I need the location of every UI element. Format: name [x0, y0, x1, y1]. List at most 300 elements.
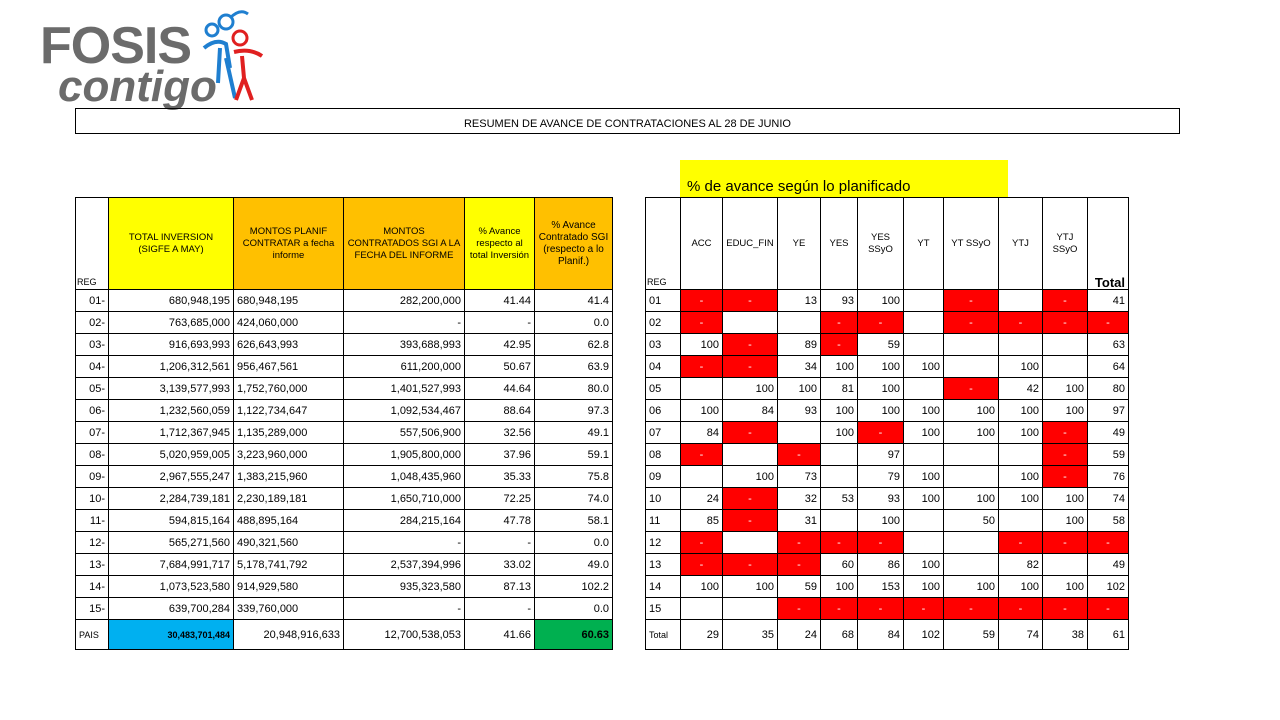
progress-cell: 100	[858, 356, 904, 378]
montos-contratados-cell: 282,200,000	[344, 290, 465, 312]
progress-cell	[681, 598, 723, 620]
progress-cell	[944, 444, 999, 466]
total-cell: 35	[723, 620, 778, 650]
fosis-logo	[40, 8, 270, 111]
progress-cell: 34	[778, 356, 821, 378]
montos-planif-cell: 1,383,215,960	[234, 466, 344, 488]
progress-cell: 100	[1043, 576, 1088, 598]
progress-cell: 53	[821, 488, 858, 510]
progress-cell: 100	[904, 466, 944, 488]
progress-cell	[821, 466, 858, 488]
progress-cell: -	[858, 598, 904, 620]
progress-cell: -	[821, 312, 858, 334]
progress-cell: 100	[723, 466, 778, 488]
progress-cell	[904, 444, 944, 466]
avance-planif-cell: 74.0	[535, 488, 613, 510]
table-row	[76, 576, 613, 598]
table-row	[76, 444, 613, 466]
progress-cell: 86	[858, 554, 904, 576]
pais-row	[76, 620, 613, 650]
total-cell: 59	[944, 620, 999, 650]
progress-cell: 100	[723, 378, 778, 400]
reg-cell: 08	[646, 444, 681, 466]
progress-cell: 73	[778, 466, 821, 488]
montos-contratados-cell: -	[344, 312, 465, 334]
progress-cell: -	[904, 598, 944, 620]
total-inversion-cell: 1,232,560,059	[109, 400, 234, 422]
total-inversion-cell: 763,685,000	[109, 312, 234, 334]
progress-cell: -	[723, 422, 778, 444]
progress-cell: 100	[904, 400, 944, 422]
right-progress-table	[645, 197, 1129, 650]
montos-planif-cell: 2,230,189,181	[234, 488, 344, 510]
progress-cell: -	[999, 312, 1043, 334]
table-row	[76, 356, 613, 378]
progress-cell: 100	[681, 576, 723, 598]
progress-cell: 100	[999, 576, 1043, 598]
reg-cell: 04	[646, 356, 681, 378]
progress-cell	[999, 444, 1043, 466]
total-inversion-cell: 680,948,195	[109, 290, 234, 312]
avance-planif-cell: 97.3	[535, 400, 613, 422]
total-inversion-cell: 1,073,523,580	[109, 576, 234, 598]
progress-cell	[904, 334, 944, 356]
progress-cell: 100	[999, 356, 1043, 378]
table-row	[76, 422, 613, 444]
montos-planif-cell: 1,122,734,647	[234, 400, 344, 422]
progress-cell: 97	[858, 444, 904, 466]
total-inversion-cell: 5,020,959,005	[109, 444, 234, 466]
total-cell: 102	[904, 620, 944, 650]
progress-cell: -	[1043, 598, 1088, 620]
reg-cell: 14-	[76, 576, 109, 598]
avance-planif-cell: 0.0	[535, 598, 613, 620]
reg-cell: 01	[646, 290, 681, 312]
total-inversion-cell: 2,967,555,247	[109, 466, 234, 488]
header-acc: ACC	[681, 198, 723, 290]
reg-cell: 06-	[76, 400, 109, 422]
avance-inversion-cell: 44.64	[465, 378, 535, 400]
progress-cell: 100	[1043, 400, 1088, 422]
progress-cell: -	[821, 532, 858, 554]
avance-inversion-cell: 88.64	[465, 400, 535, 422]
progress-cell: 100	[858, 510, 904, 532]
montos-planif-cell: 490,321,560	[234, 532, 344, 554]
progress-cell: -	[778, 444, 821, 466]
progress-cell: -	[944, 378, 999, 400]
total-inversion-cell: 7,684,991,717	[109, 554, 234, 576]
progress-cell: 100	[904, 356, 944, 378]
avance-inversion-cell: 42.95	[465, 334, 535, 356]
table-row	[76, 400, 613, 422]
logo-brand: FOSIS	[40, 17, 192, 75]
table-row	[76, 466, 613, 488]
montos-planif-cell: 914,929,580	[234, 576, 344, 598]
progress-cell: -	[858, 312, 904, 334]
progress-cell: 100	[999, 422, 1043, 444]
total-cell: 74	[999, 620, 1043, 650]
montos-planif-cell: 626,643,993	[234, 334, 344, 356]
progress-cell: 49	[1088, 422, 1129, 444]
progress-cell: 100	[821, 356, 858, 378]
total-cell: 68	[821, 620, 858, 650]
avance-planif-cell: 0.0	[535, 312, 613, 334]
header-yes: YES	[821, 198, 858, 290]
total-cell: 38	[1043, 620, 1088, 650]
header-reg: REG	[646, 198, 681, 290]
progress-cell	[904, 532, 944, 554]
progress-cell	[723, 532, 778, 554]
table-row	[646, 378, 1129, 400]
montos-planif-cell: 3,223,960,000	[234, 444, 344, 466]
montos-contratados-cell: 2,537,394,996	[344, 554, 465, 576]
table-row	[646, 422, 1129, 444]
progress-cell	[944, 356, 999, 378]
montos-contratados-cell: 284,215,164	[344, 510, 465, 532]
montos-planif-cell: 488,895,164	[234, 510, 344, 532]
progress-cell	[944, 334, 999, 356]
reg-cell: 02	[646, 312, 681, 334]
avance-inversion-cell: 35.33	[465, 466, 535, 488]
progress-cell: 100	[681, 400, 723, 422]
avance-planif-cell: 62.8	[535, 334, 613, 356]
progress-cell: 13	[778, 290, 821, 312]
header-avance-inversion: % Avance respecto al total Inversión	[465, 198, 535, 290]
progress-cell: 100	[723, 576, 778, 598]
reg-cell: 04-	[76, 356, 109, 378]
pais-avance-planif: 60.63	[535, 620, 613, 650]
reg-cell: 13-	[76, 554, 109, 576]
avance-planif-cell: 0.0	[535, 532, 613, 554]
progress-cell: 64	[1088, 356, 1129, 378]
reg-cell: 05	[646, 378, 681, 400]
header-ytj: YTJ	[999, 198, 1043, 290]
progress-cell: -	[778, 554, 821, 576]
reg-cell: 06	[646, 400, 681, 422]
total-inversion-cell: 2,284,739,181	[109, 488, 234, 510]
progress-cell: -	[1043, 532, 1088, 554]
header-ytj-ssyo: YTJ SSyO	[1043, 198, 1088, 290]
progress-cell: 80	[1088, 378, 1129, 400]
avance-inversion-cell: -	[465, 598, 535, 620]
table-row	[76, 378, 613, 400]
avance-planif-cell: 75.8	[535, 466, 613, 488]
progress-cell	[904, 378, 944, 400]
progress-cell: 24	[681, 488, 723, 510]
progress-cell: 74	[1088, 488, 1129, 510]
progress-cell: -	[1043, 312, 1088, 334]
table-row	[646, 400, 1129, 422]
montos-contratados-cell: 557,506,900	[344, 422, 465, 444]
progress-cell: 42	[999, 378, 1043, 400]
reg-cell: 05-	[76, 378, 109, 400]
progress-cell	[944, 532, 999, 554]
avance-inversion-cell: -	[465, 532, 535, 554]
reg-cell: 03	[646, 334, 681, 356]
montos-planif-cell: 956,467,561	[234, 356, 344, 378]
table-row	[646, 312, 1129, 334]
progress-cell: 100	[904, 554, 944, 576]
progress-cell	[944, 466, 999, 488]
header-yt-ssyo: YT SSyO	[944, 198, 999, 290]
progress-cell: 100	[999, 488, 1043, 510]
total-row	[646, 620, 1129, 650]
progress-cell: -	[944, 290, 999, 312]
reg-cell: 10	[646, 488, 681, 510]
progress-cell	[681, 466, 723, 488]
montos-contratados-cell: 611,200,000	[344, 356, 465, 378]
progress-cell: -	[723, 554, 778, 576]
reg-cell: 09	[646, 466, 681, 488]
progress-cell: 100	[821, 576, 858, 598]
progress-cell: -	[999, 598, 1043, 620]
progress-cell: -	[944, 598, 999, 620]
table-row	[646, 466, 1129, 488]
header-yt: YT	[904, 198, 944, 290]
progress-cell: 100	[904, 488, 944, 510]
header-total: Total	[1088, 198, 1129, 290]
montos-contratados-cell: 1,092,534,467	[344, 400, 465, 422]
montos-contratados-cell: 1,905,800,000	[344, 444, 465, 466]
progress-cell: 76	[1088, 466, 1129, 488]
progress-cell: 100	[858, 378, 904, 400]
table-row	[76, 510, 613, 532]
total-cell: 29	[681, 620, 723, 650]
pais-avance-inversion: 41.66	[465, 620, 535, 650]
progress-cell	[999, 290, 1043, 312]
reg-cell: 11	[646, 510, 681, 532]
progress-cell	[999, 334, 1043, 356]
progress-cell: -	[681, 532, 723, 554]
progress-cell: 100	[1043, 488, 1088, 510]
table-row	[76, 488, 613, 510]
progress-cell: 100	[944, 422, 999, 444]
progress-cell	[904, 290, 944, 312]
progress-cell: 100	[999, 466, 1043, 488]
montos-contratados-cell: -	[344, 532, 465, 554]
avance-planif-cell: 49.0	[535, 554, 613, 576]
total-inversion-cell: 565,271,560	[109, 532, 234, 554]
total-cell: 84	[858, 620, 904, 650]
progress-cell: -	[778, 532, 821, 554]
progress-cell: 100	[821, 400, 858, 422]
montos-contratados-cell: 1,048,435,960	[344, 466, 465, 488]
montos-contratados-cell: 1,650,710,000	[344, 488, 465, 510]
reg-cell: 09-	[76, 466, 109, 488]
progress-cell: -	[723, 488, 778, 510]
total-cell: 61	[1088, 620, 1129, 650]
right-table-title: % de avance según lo planificado	[680, 160, 1008, 197]
progress-cell: -	[681, 554, 723, 576]
progress-cell: 59	[1088, 444, 1129, 466]
header-montos-planif: MONTOS PLANIF CONTRATAR a fecha informe	[234, 198, 344, 290]
total-cell: 24	[778, 620, 821, 650]
progress-cell	[681, 378, 723, 400]
avance-planif-cell: 102.2	[535, 576, 613, 598]
avance-inversion-cell: -	[465, 312, 535, 334]
progress-cell: 100	[904, 422, 944, 444]
reg-cell: 15	[646, 598, 681, 620]
reg-cell: 13	[646, 554, 681, 576]
montos-planif-cell: 339,760,000	[234, 598, 344, 620]
header-educ-fin: EDUC_FIN	[723, 198, 778, 290]
avance-inversion-cell: 87.13	[465, 576, 535, 598]
progress-cell: -	[723, 290, 778, 312]
table-row	[646, 356, 1129, 378]
progress-cell: -	[681, 312, 723, 334]
progress-cell	[944, 554, 999, 576]
progress-cell: -	[1088, 532, 1129, 554]
table-row	[76, 290, 613, 312]
montos-planif-cell: 424,060,000	[234, 312, 344, 334]
table-row	[76, 312, 613, 334]
progress-cell: 100	[1043, 378, 1088, 400]
montos-planif-cell: 1,752,760,000	[234, 378, 344, 400]
progress-cell: 60	[821, 554, 858, 576]
progress-cell: 100	[681, 334, 723, 356]
total-inversion-cell: 3,139,577,993	[109, 378, 234, 400]
header-yes-ssyo: YES SSyO	[858, 198, 904, 290]
progress-cell: -	[1043, 290, 1088, 312]
progress-cell	[723, 444, 778, 466]
progress-cell: 100	[944, 576, 999, 598]
avance-planif-cell: 80.0	[535, 378, 613, 400]
left-summary-table	[75, 197, 613, 650]
progress-cell: 79	[858, 466, 904, 488]
table-row	[646, 488, 1129, 510]
progress-cell: 100	[944, 488, 999, 510]
logo-tagline: contigo	[58, 62, 217, 111]
progress-cell: 41	[1088, 290, 1129, 312]
progress-cell	[904, 510, 944, 532]
avance-inversion-cell: 72.25	[465, 488, 535, 510]
reg-cell: 02-	[76, 312, 109, 334]
progress-cell: -	[1088, 312, 1129, 334]
progress-cell: 93	[778, 400, 821, 422]
left-header-row	[76, 198, 613, 290]
progress-cell: 100	[999, 400, 1043, 422]
progress-cell	[821, 444, 858, 466]
table-row	[646, 444, 1129, 466]
total-label: Total	[646, 620, 681, 650]
progress-cell: 59	[778, 576, 821, 598]
reg-cell: 14	[646, 576, 681, 598]
progress-cell: 100	[944, 400, 999, 422]
avance-planif-cell: 59.1	[535, 444, 613, 466]
table-row	[646, 532, 1129, 554]
progress-cell: 82	[999, 554, 1043, 576]
table-row	[76, 532, 613, 554]
reg-cell: 10-	[76, 488, 109, 510]
reg-cell: 03-	[76, 334, 109, 356]
progress-cell: -	[858, 422, 904, 444]
progress-cell: -	[723, 334, 778, 356]
pais-montos-planif: 20,948,916,633	[234, 620, 344, 650]
progress-cell: 102	[1088, 576, 1129, 598]
progress-cell: 32	[778, 488, 821, 510]
reg-cell: 07-	[76, 422, 109, 444]
progress-cell: 63	[1088, 334, 1129, 356]
table-row	[646, 554, 1129, 576]
progress-cell: 89	[778, 334, 821, 356]
pais-label: PAIS	[76, 620, 109, 650]
table-row	[646, 334, 1129, 356]
progress-cell	[1043, 356, 1088, 378]
avance-inversion-cell: 41.44	[465, 290, 535, 312]
reg-cell: 11-	[76, 510, 109, 532]
progress-cell: -	[1043, 444, 1088, 466]
progress-cell	[723, 312, 778, 334]
progress-cell	[778, 422, 821, 444]
total-inversion-cell: 916,693,993	[109, 334, 234, 356]
progress-cell	[723, 598, 778, 620]
montos-contratados-cell: -	[344, 598, 465, 620]
progress-cell: -	[999, 532, 1043, 554]
progress-cell: -	[681, 290, 723, 312]
table-row	[646, 290, 1129, 312]
progress-cell	[1043, 334, 1088, 356]
header-montos-contratados: MONTOS CONTRATADOS SGI A LA FECHA DEL INFORME	[344, 198, 465, 290]
avance-planif-cell: 49.1	[535, 422, 613, 444]
progress-cell: 100	[1043, 510, 1088, 532]
progress-cell: -	[681, 444, 723, 466]
table-row	[76, 554, 613, 576]
progress-cell	[821, 510, 858, 532]
progress-cell: 100	[778, 378, 821, 400]
right-header-row	[646, 198, 1129, 290]
progress-cell: 84	[681, 422, 723, 444]
total-inversion-cell: 594,815,164	[109, 510, 234, 532]
progress-cell: 59	[858, 334, 904, 356]
reg-cell: 08-	[76, 444, 109, 466]
progress-cell: 97	[1088, 400, 1129, 422]
progress-cell: 81	[821, 378, 858, 400]
reg-cell: 12	[646, 532, 681, 554]
table-row	[76, 598, 613, 620]
header-ye: YE	[778, 198, 821, 290]
avance-inversion-cell: 47.78	[465, 510, 535, 532]
montos-contratados-cell: 393,688,993	[344, 334, 465, 356]
progress-cell: -	[778, 598, 821, 620]
progress-cell: -	[681, 356, 723, 378]
progress-cell: 31	[778, 510, 821, 532]
pais-total-inversion: 30,483,701,484	[109, 620, 234, 650]
progress-cell: 93	[858, 488, 904, 510]
progress-cell	[1043, 554, 1088, 576]
progress-cell: 100	[904, 576, 944, 598]
avance-inversion-cell: 32.56	[465, 422, 535, 444]
progress-cell: 84	[723, 400, 778, 422]
progress-cell: -	[723, 356, 778, 378]
progress-cell: 49	[1088, 554, 1129, 576]
table-row	[646, 510, 1129, 532]
progress-cell: -	[1088, 598, 1129, 620]
avance-planif-cell: 58.1	[535, 510, 613, 532]
progress-cell: -	[858, 532, 904, 554]
total-inversion-cell: 1,712,367,945	[109, 422, 234, 444]
progress-cell: -	[821, 334, 858, 356]
progress-cell: -	[944, 312, 999, 334]
header-reg: REG	[76, 198, 109, 290]
avance-inversion-cell: 33.02	[465, 554, 535, 576]
progress-cell: 58	[1088, 510, 1129, 532]
progress-cell	[904, 312, 944, 334]
progress-cell: -	[1043, 466, 1088, 488]
progress-cell: 100	[858, 290, 904, 312]
people-icon	[190, 8, 270, 108]
progress-cell: 85	[681, 510, 723, 532]
montos-contratados-cell: 935,323,580	[344, 576, 465, 598]
